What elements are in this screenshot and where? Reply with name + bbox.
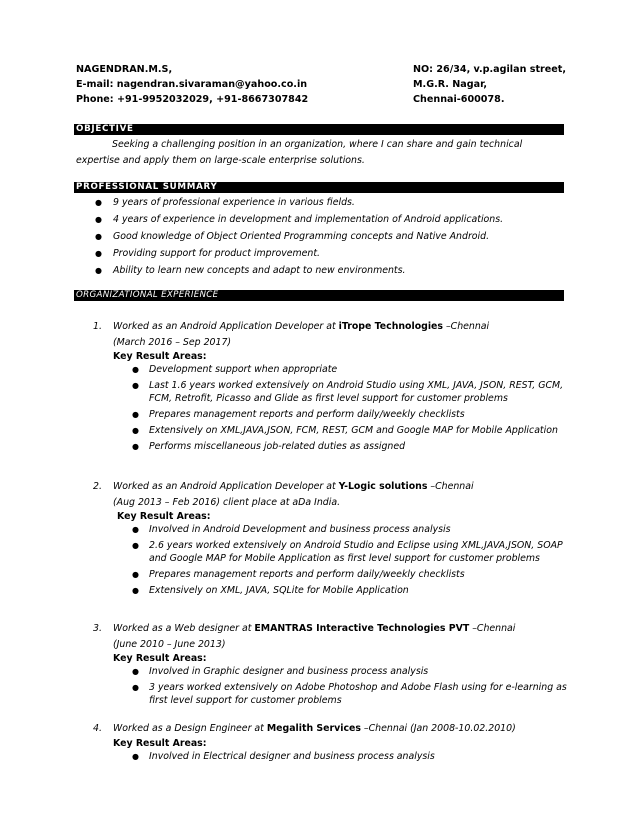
list-item: ● Prepares management reports and perform daily/weekly checklists <box>132 409 465 420</box>
bullet-icon: ● <box>132 541 139 550</box>
job-title-line: Worked as an Android Application Developer at iTrope Technologies –Chennai <box>113 321 490 332</box>
job-period: (June 2010 – June 2013) <box>113 638 226 650</box>
list-item: ● Development support when appropriate <box>132 364 338 375</box>
list-item: ● Performs miscellaneous job-related duties as assigned <box>132 441 406 452</box>
company-name: Y-Logic solutions <box>338 481 428 492</box>
kra-label: Key Result Areas: <box>117 511 211 522</box>
list-item: ● 4 years of experience in development and implementation of Android applications. <box>113 212 503 228</box>
objective-line-1: Seeking a challenging position in an organization, where I can share and gain technical <box>112 139 523 150</box>
list-item: ● Good knowledge of Object Oriented Programming concepts and Native Android. <box>113 229 503 245</box>
list-item: ● Involved in Electrical designer and business process analysis <box>132 750 435 762</box>
phone-line: Phone: +91-9952032029, +91-8667307842 <box>76 94 309 105</box>
job-entry-3: 3. Worked as a Web designer at EMANTRAS Interactive Technologies PVT –Chennai (June 2010 – June 2013) Key Result Areas: ● Involved in Graphic designer and business process analysis ● 3 years worked extensively on Adobe Photoshop and Adobe Flash using for e-learning as first level support for customer problems <box>93 621 573 707</box>
address-line-2: M.G.R. Nagar, <box>413 79 488 90</box>
bullet-icon: ● <box>95 266 102 275</box>
job-entry-4: 4. Worked as a Design Engineer at Megalith Services –Chennai (Jan 2008-10.02.2010) Key Result Areas: ● Involved in Electrical designer and business process analysis <box>93 721 573 763</box>
bullet-icon: ● <box>95 232 102 241</box>
kra-label: Key Result Areas: <box>113 653 207 664</box>
list-item: ● 9 years of professional experience in various fields. <box>113 195 503 211</box>
summary-list <box>95 195 504 279</box>
bullet-icon: ● <box>132 751 139 761</box>
bullet-icon: ● <box>132 442 139 451</box>
objective-line-2: expertise and apply them on large-scale enterprise solutions. <box>76 154 365 166</box>
bullet-icon: ● <box>132 426 139 435</box>
kra-label: Key Result Areas: <box>113 351 207 362</box>
bullet-icon: ● <box>132 570 139 579</box>
list-item: ● Ability to learn new concepts and adapt to new environments. <box>113 263 503 279</box>
company-name: iTrope Technologies <box>338 321 443 332</box>
contact-block <box>76 62 308 107</box>
bullet-icon: ● <box>132 381 139 390</box>
bullet-icon: ● <box>132 410 139 419</box>
kra-list <box>132 363 573 453</box>
kra-label: Key Result Areas: <box>113 737 207 749</box>
kra-list <box>132 665 573 707</box>
list-item: ● Involved in Graphic designer and business process analysis <box>132 666 429 677</box>
list-item: ● Extensively on XML, JAVA, SQLite for Mobile Application <box>132 585 409 596</box>
candidate-name: NAGENDRAN.M.S, <box>76 64 173 75</box>
bullet-icon: ● <box>132 525 139 534</box>
job-period: (Aug 2013 – Feb 2016) client place at aDa India. <box>113 496 341 508</box>
bullet-icon: ● <box>95 249 102 258</box>
job-title-line: Worked as a Web designer at EMANTRAS Interactive Technologies PVT –Chennai <box>113 623 516 634</box>
list-item: ● Last 1.6 years worked extensively on Android Studio using XML, JAVA, JSON, REST, GCM, FCM, Retrofit, Picasso and Glide as first level support for customer problems <box>132 380 564 404</box>
job-title-line: Worked as an Android Application Developer at Y-Logic solutions –Chennai <box>113 481 474 492</box>
address-block <box>413 62 566 107</box>
bullet-icon: ● <box>95 215 102 224</box>
job-entry-1: 1. Worked as an Android Application Developer at iTrope Technologies –Chennai (March 2016 – Sep 2017) Key Result Areas: ● Development support when appropriate ● Last 1.6 years worked extensively on Android Studio using XML, JAVA, JSON, REST, GCM, FCM, Retrofit, Picasso and Glide as first level support for customer problems ● Prepares management reports and perform daily/weekly checklists ● Extensively on XML,JAVA,JSON, FCM, REST, GCM and Google MAP for Mobile Application ● Performs miscellaneous job-related duties as assigned <box>93 319 573 453</box>
list-item: ● 2.6 years worked extensively on Android Studio and Eclipse using XML,JAVA,JSON, SOAP and Google MAP for Mobile Application as first level support for customer problems <box>132 540 563 564</box>
list-item: ● 3 years worked extensively on Adobe Photoshop and Adobe Flash using for e-learning as first level support for customer problems <box>132 682 567 706</box>
email-line: E-mail: nagendran.sivaraman@yahoo.co.in <box>76 79 308 90</box>
bullet-icon: ● <box>95 198 102 207</box>
list-item: ● Involved in Android Development and business process analysis <box>132 524 451 535</box>
summary-heading: PROFESSIONAL SUMMARY <box>74 182 564 193</box>
list-item: ● Extensively on XML,JAVA,JSON, FCM, REST, GCM and Google MAP for Mobile Application <box>132 425 558 436</box>
job-period: (March 2016 – Sep 2017) <box>113 336 232 348</box>
list-item: ● Prepares management reports and perform daily/weekly checklists <box>132 569 465 580</box>
kra-list <box>132 750 573 763</box>
company-name: EMANTRAS Interactive Technologies PVT <box>254 623 470 634</box>
bullet-icon: ● <box>132 586 139 595</box>
list-item: ● Providing support for product improvement. <box>113 246 503 262</box>
job-title-line: Worked as a Design Engineer at Megalith Services –Chennai (Jan 2008-10.02.2010) <box>113 723 516 734</box>
objective-text <box>76 137 566 168</box>
kra-list <box>132 523 573 597</box>
bullet-icon: ● <box>132 683 139 692</box>
experience-heading: ORGANIZATIONAL EXPERIENCE <box>74 290 564 301</box>
address-line-3: Chennai-600078. <box>413 94 505 105</box>
company-name: Megalith Services <box>266 723 361 734</box>
bullet-icon: ● <box>132 667 139 676</box>
job-entry-2: 2. Worked as an Android Application Developer at Y-Logic solutions –Chennai (Aug 2013 – Feb 2016) client place at aDa India. Key Result Areas: ● Involved in Android Development and business process analysis ● 2.6 years worked extensively on Android Studio and Eclipse using XML,JAVA,JSON, SOAP and Google MAP for Mobile Application as first level support for customer problems ● Prepares management reports and perform daily/weekly checklists ● Extensively on XML, JAVA, SQLite for Mobile Application <box>93 479 573 597</box>
objective-heading: OBJECTIVE <box>74 124 564 135</box>
bullet-icon: ● <box>132 365 139 374</box>
address-line-1: NO: 26/34, v.p.agilan street, <box>413 64 567 75</box>
